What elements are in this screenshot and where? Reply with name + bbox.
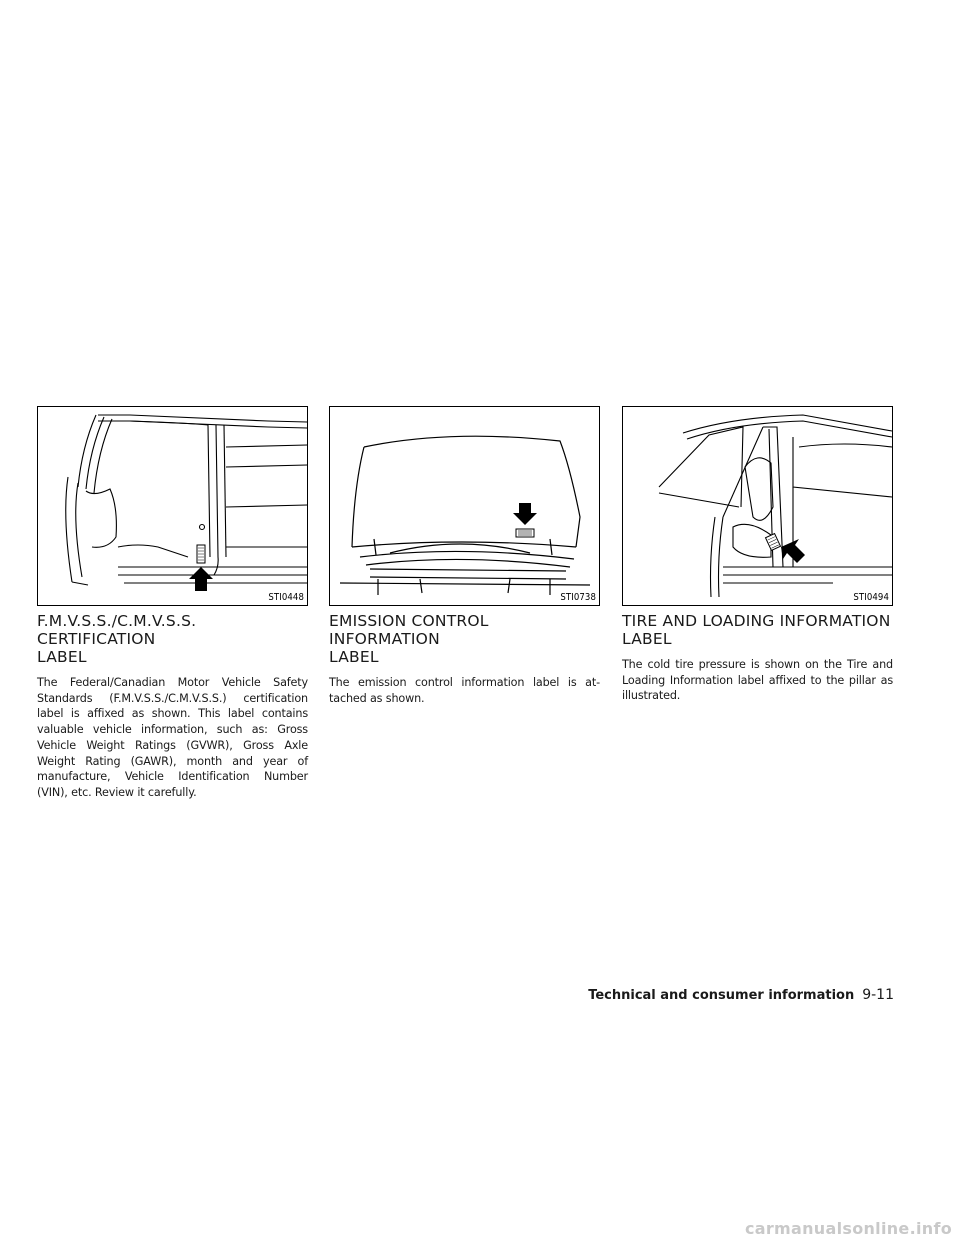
section-title: F.M.V.S.S./C.M.V.S.S. CERTIFICATION LABEL [37, 612, 197, 666]
watermark: carmanualsonline.info [744, 1219, 952, 1238]
figure-b-pillar [622, 406, 893, 606]
figure-code: STI0494 [853, 592, 889, 603]
b-pillar-illustration [623, 407, 892, 605]
section-tire-loading-label [622, 406, 893, 704]
section-body: The Federal/Canadian Motor Vehicle Safety Standards (F.M.V.S.S./C.M.V.S.S.) certification label is affixed as shown. This label contains valuable vehicle information, such as: Gross Vehicle Weight Ratings (GVWR), Gross Axle Weight Rating (GAWR), month and year of manufacture, Vehicle Identification Number (VIN), etc. Review it carefully. [37, 676, 308, 799]
section-body: The emission control information label is at- tached as shown. [329, 676, 600, 705]
section-title: TIRE AND LOADING INFORMATION LABEL [622, 612, 891, 648]
figure-door-pillar [37, 406, 308, 606]
section-emission-label [329, 406, 600, 706]
page-number: 9-11 [862, 987, 894, 1003]
chapter-title: Technical and consumer information [588, 988, 855, 1003]
figure-engine-hood [329, 406, 600, 606]
door-pillar-illustration [38, 407, 307, 605]
figure-code: STI0448 [268, 592, 304, 603]
section-title: EMISSION CONTROL INFORMATION LABEL [329, 612, 489, 666]
figure-code: STI0738 [560, 592, 596, 603]
section-certification-label [37, 406, 308, 801]
page-footer [588, 987, 894, 1003]
section-body: The cold tire pressure is shown on the Tire and Loading Information label affixed to the pillar as illustrated. [622, 658, 893, 703]
engine-hood-illustration [330, 407, 599, 605]
